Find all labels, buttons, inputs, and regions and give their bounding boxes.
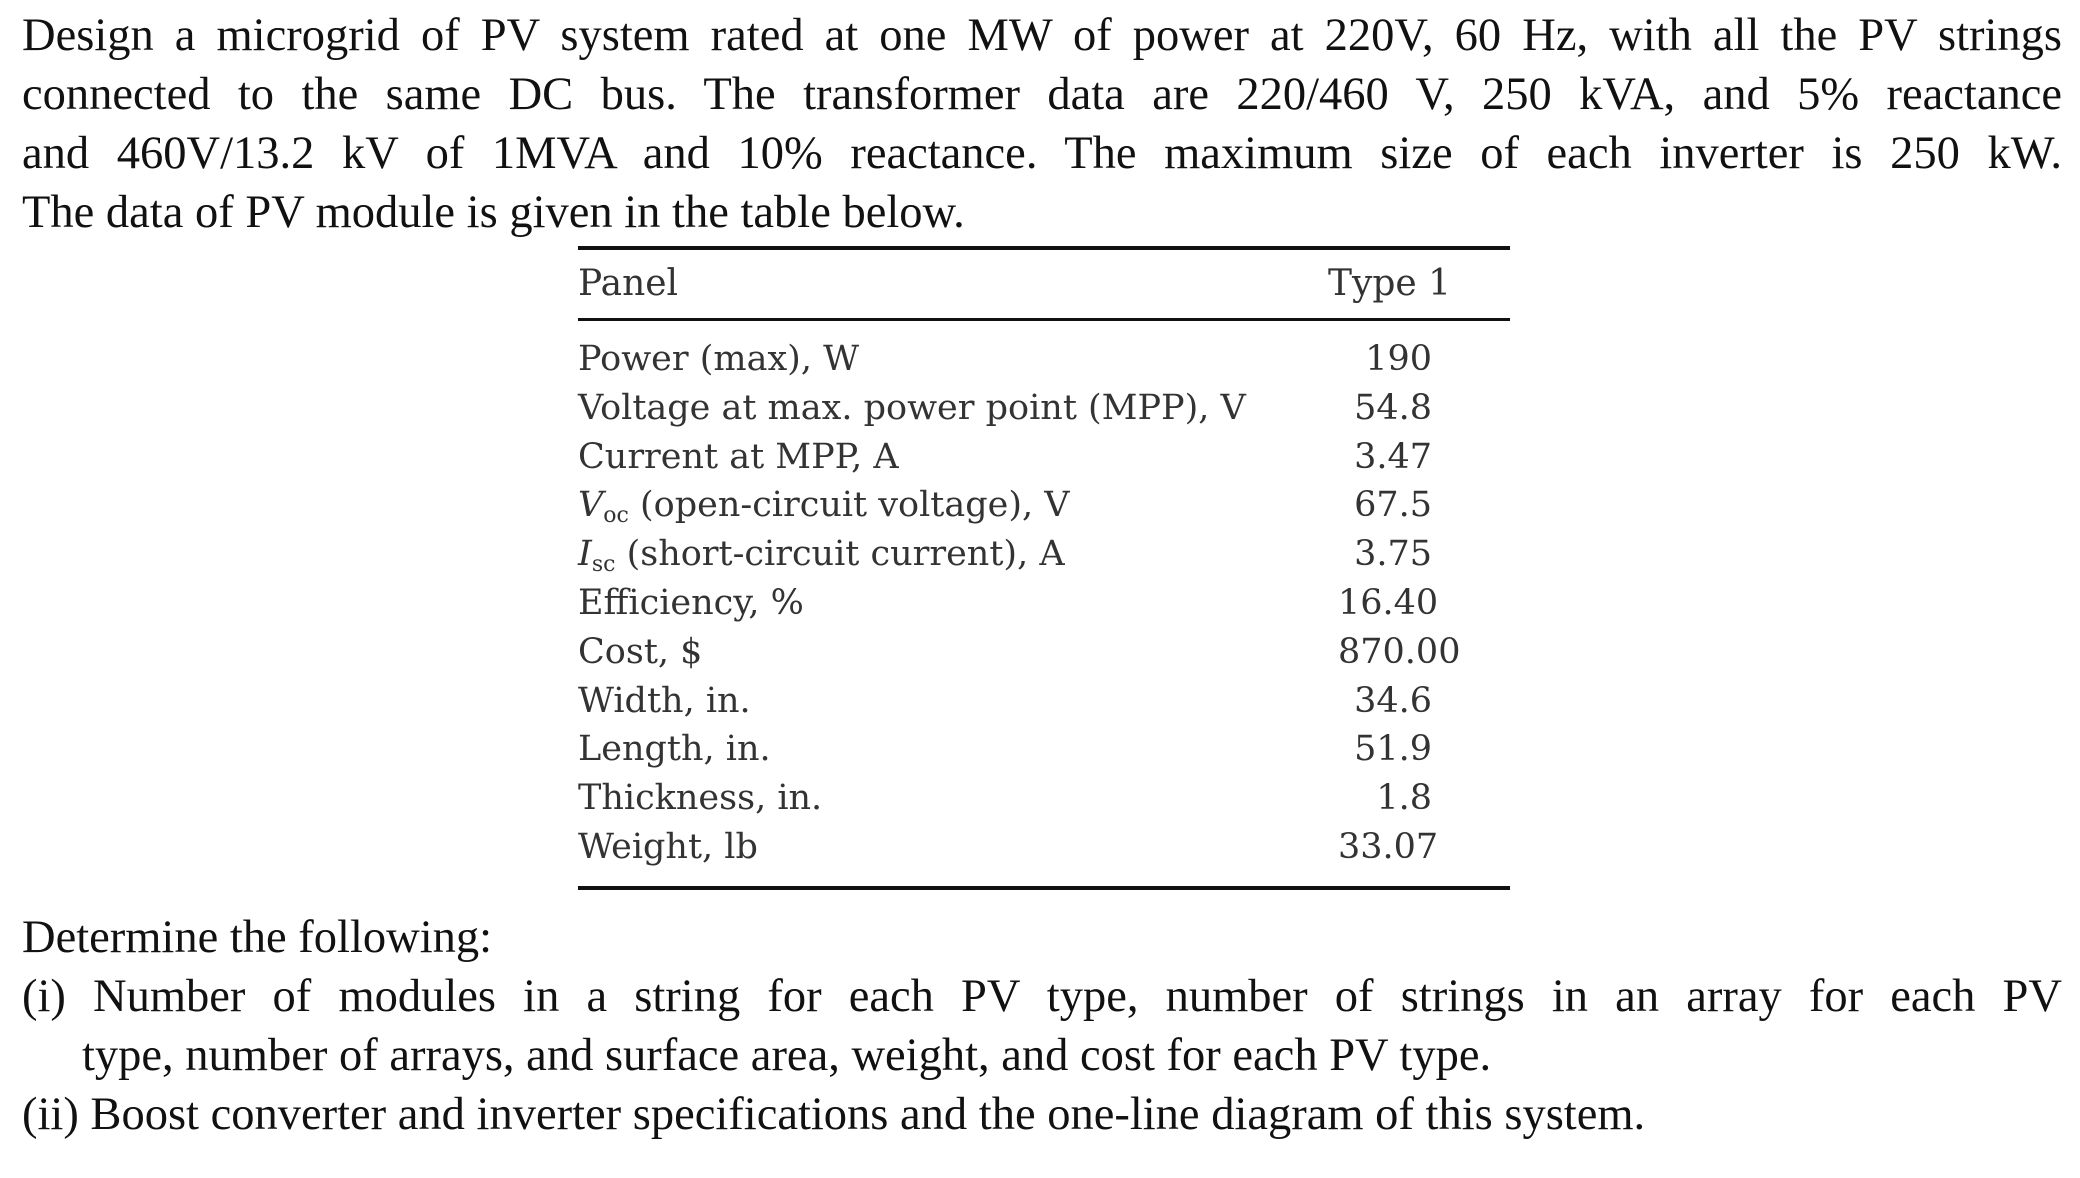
table-row	[578, 335, 1510, 384]
row-label: Length, in.	[578, 729, 771, 770]
row-label: Width, in.	[578, 680, 751, 721]
row-value: 3.47	[1354, 436, 1432, 477]
pv-module-table	[578, 246, 1510, 890]
header-panel: Panel	[578, 263, 679, 304]
row-label: Current at MPP, A	[578, 436, 899, 477]
voc-label-text: (open-circuit voltage), V	[628, 485, 1070, 526]
row-value: 190	[1365, 339, 1432, 379]
table-row	[578, 530, 1510, 579]
problem-line: Design a microgrid of PV system rated at one MW of power at 220V, 60 Hz, with all the PV strings	[22, 10, 2062, 61]
problem-line: The data of PV module is given in the table below.	[22, 187, 965, 238]
table-row	[578, 823, 1510, 872]
table-row	[578, 725, 1510, 774]
row-value: 34.6	[1354, 680, 1432, 721]
header-type-1: Type 1	[1328, 263, 1452, 304]
row-value: 1.8	[1376, 778, 1432, 819]
row-label	[578, 534, 1065, 578]
question-ii: (ii) Boost converter and inverter specifications and the one-line diagram of this system.	[22, 1089, 1646, 1140]
row-value: 51.9	[1354, 729, 1432, 770]
table-row	[578, 628, 1510, 677]
row-value: 16.40	[1338, 582, 1439, 623]
voc-symbol: V	[578, 485, 604, 526]
questions-prompt: Determine the following:	[22, 912, 493, 963]
row-label	[578, 485, 1070, 529]
isc-subscript: sc	[591, 552, 616, 578]
row-label: Voltage at max. power point (MPP), V	[578, 387, 1246, 428]
table-row	[578, 384, 1510, 433]
row-label: Efficiency, %	[578, 582, 804, 623]
table-bottom-rule	[578, 886, 1510, 890]
table-row	[578, 579, 1510, 628]
voc-subscript: oc	[603, 503, 629, 529]
question-i-line-1: (i) Number of modules in a string for each PV type, number of strings in an array for each PV	[22, 971, 2062, 1022]
row-value: 54.8	[1354, 387, 1432, 428]
row-label: Thickness, in.	[578, 778, 823, 819]
table-row	[578, 433, 1510, 482]
row-value: 3.75	[1354, 534, 1432, 575]
row-value: 33.07	[1338, 826, 1439, 867]
row-value: 67.5	[1354, 485, 1432, 526]
problem-line: connected to the same DC bus. The transformer data are 220/460 V, 250 kVA, and 5% reactance	[22, 69, 2062, 120]
row-label: Power (max), W	[578, 339, 860, 379]
problem-statement	[22, 6, 2062, 242]
table-row	[578, 774, 1510, 823]
isc-symbol: I	[578, 534, 592, 575]
table-row	[578, 481, 1510, 530]
row-value: 870.00	[1338, 631, 1461, 672]
question-i-line-2: type, number of arrays, and surface area, weight, and cost for each PV type.	[82, 1030, 1492, 1081]
row-label: Cost, $	[578, 631, 703, 672]
isc-label-text: (short-circuit current), A	[615, 534, 1065, 575]
table-row	[578, 677, 1510, 726]
row-label: Weight, lb	[578, 826, 758, 867]
table-header-row	[578, 250, 1510, 318]
table-body	[578, 321, 1510, 886]
questions-section	[22, 908, 2062, 1144]
problem-line: and 460V/13.2 kV of 1MVA and 10% reactance. The maximum size of each inverter is 250 kW.	[22, 128, 2062, 179]
